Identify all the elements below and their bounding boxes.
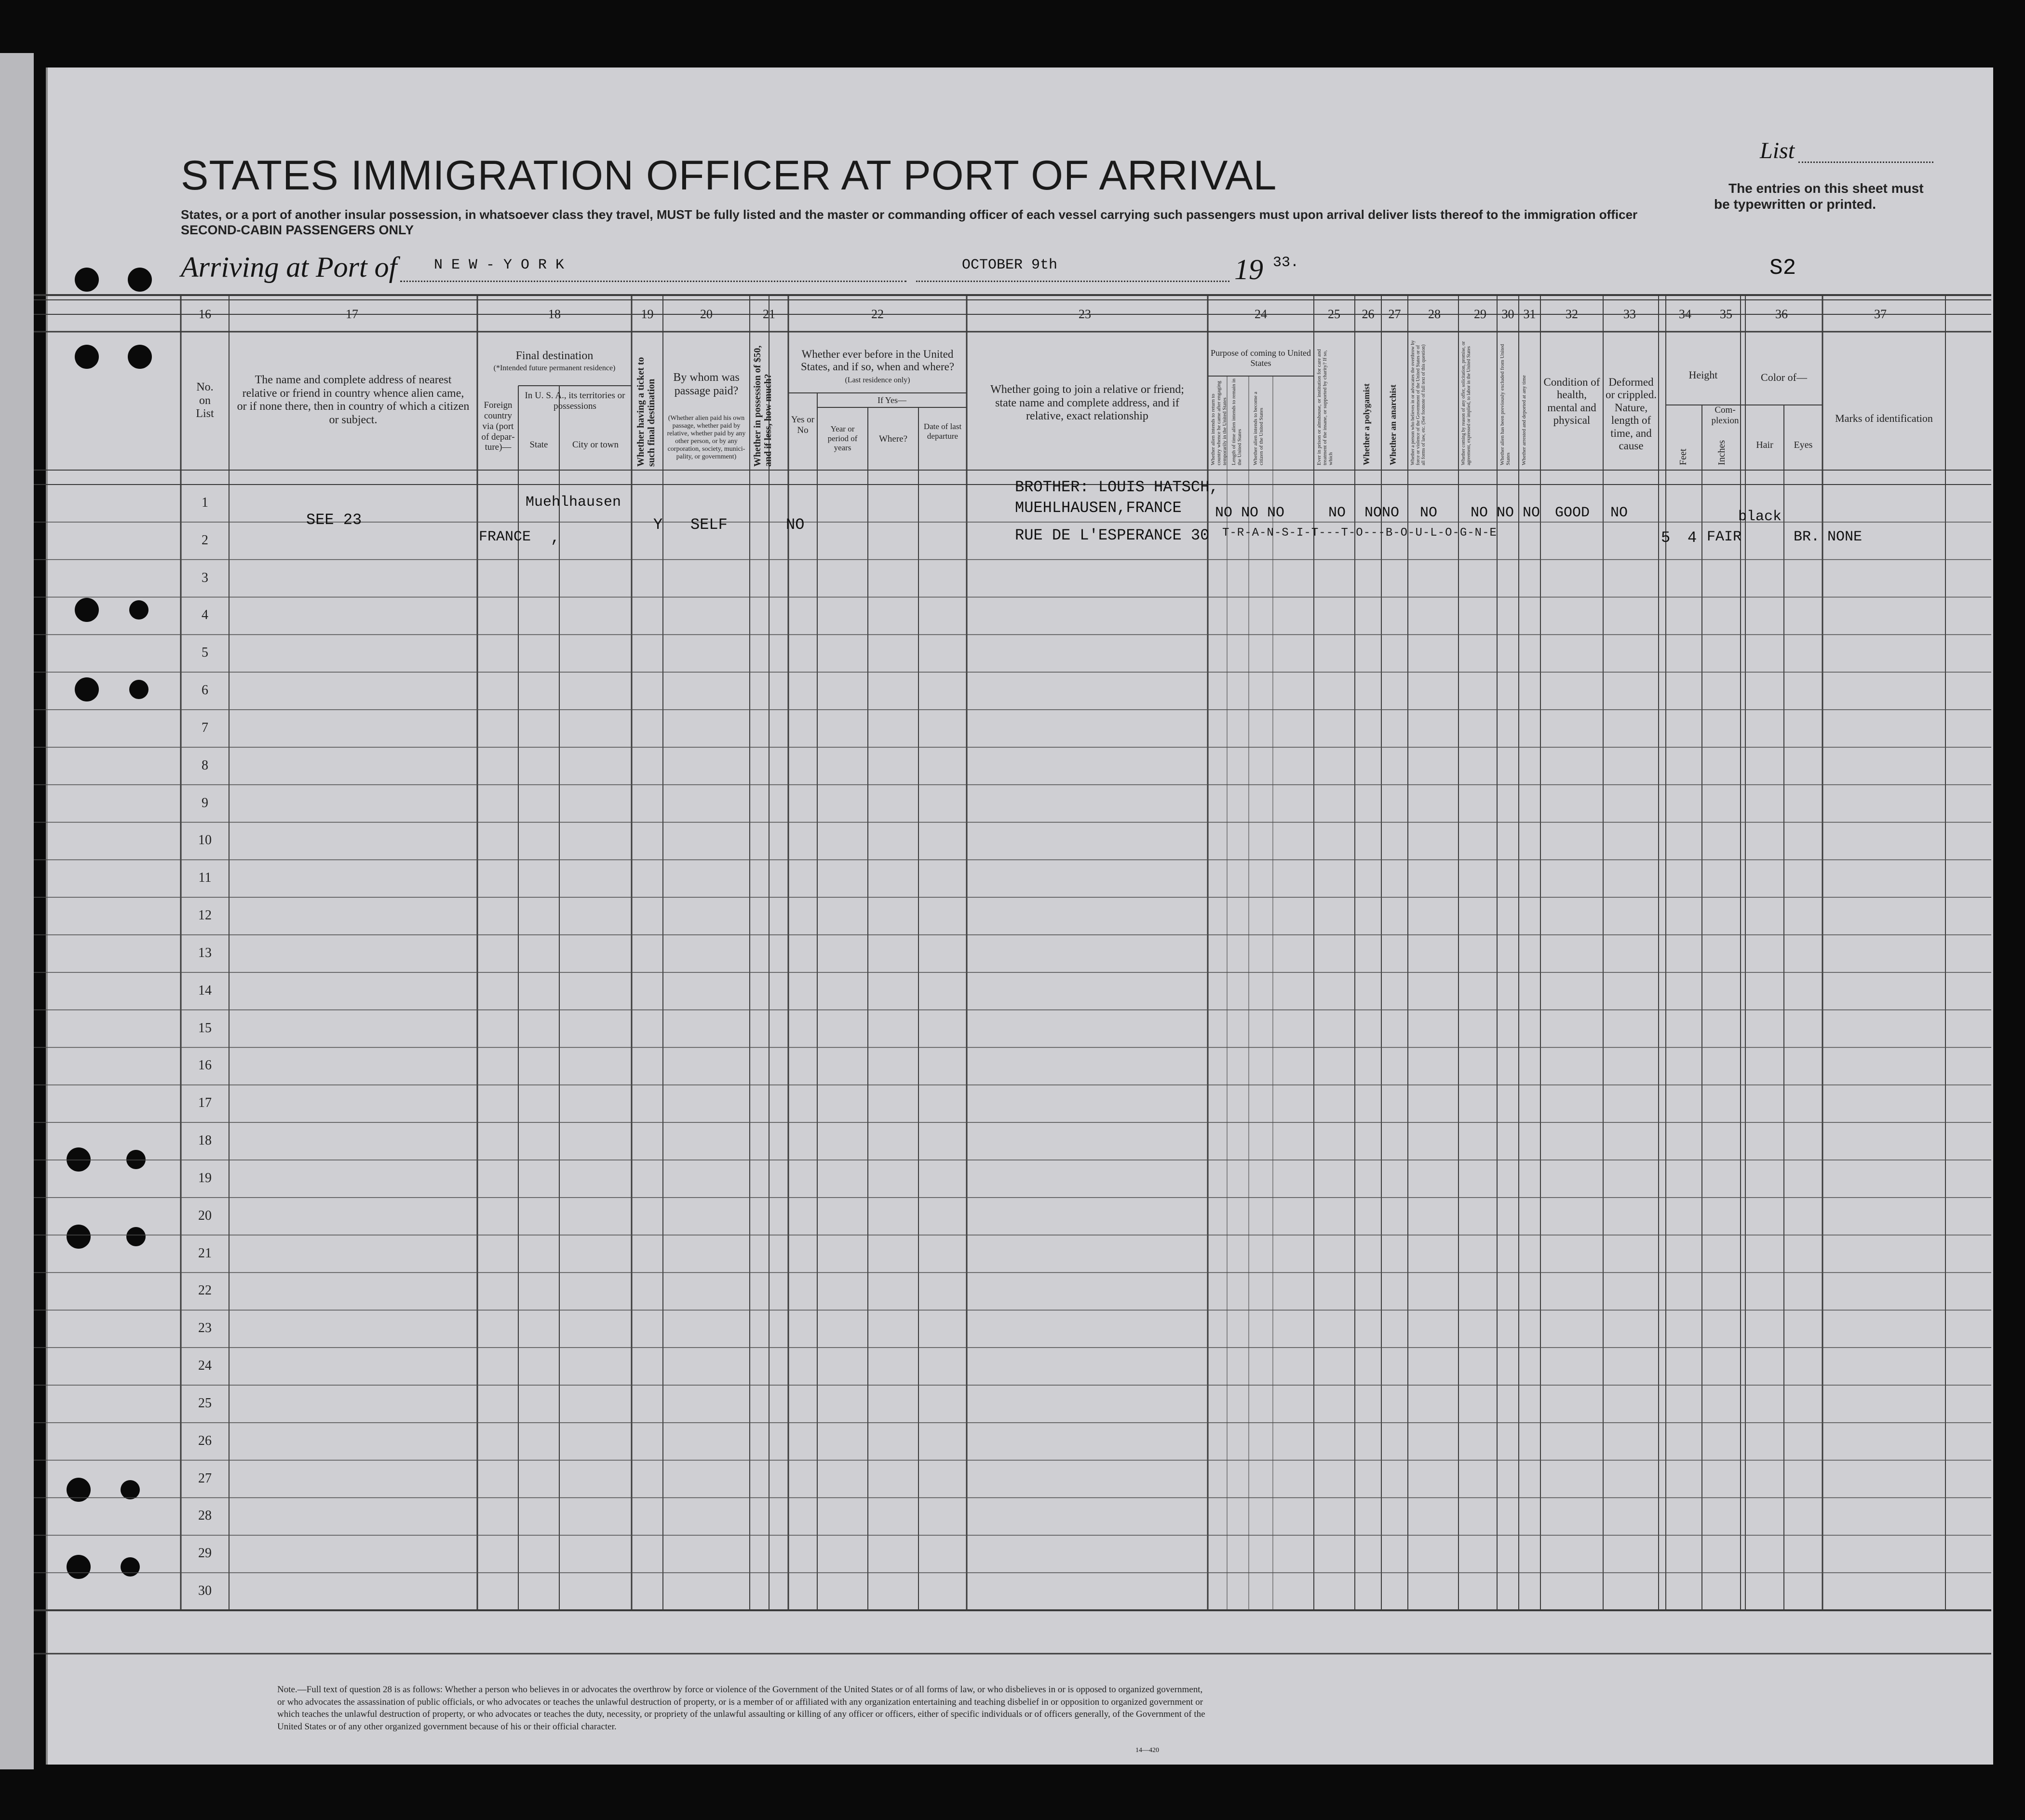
column-number: 16 xyxy=(199,307,211,321)
header-inches: Inches xyxy=(1716,440,1727,465)
prison-value: NO xyxy=(1328,505,1346,521)
header-color-of: Color of— xyxy=(1761,371,1807,383)
column-number: 25 xyxy=(1328,307,1340,321)
header-year-period: Year or period of years xyxy=(827,424,858,453)
column-number: 24 xyxy=(1255,307,1267,321)
ticket-value: Y xyxy=(653,516,663,534)
row-number: 14 xyxy=(198,983,212,998)
header-join-relative: Whether going to join a relative or friend; state name and complete address, and if relative, exact relationship xyxy=(990,383,1184,423)
header-labor-offer: Whether coming by reason of any offer, solicitation, promise, or agreement, expressed or implied, to labor in the United States xyxy=(1461,341,1472,465)
column-number: 21 xyxy=(763,307,775,321)
header-deformed: Deformed or crippled. Nature, length of time, and cause xyxy=(1605,376,1657,452)
row-number: 9 xyxy=(202,795,208,810)
column-number: 31 xyxy=(1523,307,1536,321)
header-height: Height xyxy=(1688,369,1718,381)
fifty-dollars-value: NO xyxy=(786,516,805,534)
row-number: 25 xyxy=(198,1395,212,1411)
header-if-yes: If Yes— xyxy=(877,395,906,405)
year-suffix: 33. xyxy=(1273,255,1299,271)
page-title: STATES IMMIGRATION OFFICER AT PORT OF ARRIVAL xyxy=(181,152,1277,199)
arriving-label: Arriving at Port of xyxy=(181,251,397,283)
column-number: 35 xyxy=(1720,307,1732,321)
row-number: 21 xyxy=(198,1245,212,1261)
row-number: 27 xyxy=(198,1470,212,1486)
city-comma: , xyxy=(551,529,560,547)
row-number: 19 xyxy=(198,1170,212,1186)
column-number: 37 xyxy=(1874,307,1887,321)
row-number: 6 xyxy=(202,683,208,698)
form-number: 14—420 xyxy=(1135,1747,1159,1754)
join-relative-line1: BROTHER: LOUIS HATSCH, xyxy=(1015,478,1219,496)
date-value: OCTOBER 9th xyxy=(962,257,1058,273)
header-previously-excluded: Whether alien has been previously excluded from United States xyxy=(1499,344,1512,465)
relative-address: SEE 23 xyxy=(306,511,362,529)
row-number: 1 xyxy=(202,495,208,510)
row-number: 5 xyxy=(202,645,208,661)
row-number: 15 xyxy=(198,1020,212,1036)
row-number: 30 xyxy=(198,1583,212,1599)
header-nearest-relative: The name and complete address of nearest relative or friend in country whence alien came, or if none there, then in country of which a citizen or subject. xyxy=(237,374,470,426)
list-label: List xyxy=(1760,138,1795,163)
overthrow-value: NO xyxy=(1420,505,1438,521)
port-value: N E W - Y O R K xyxy=(434,257,565,273)
header-return-intent: Whether alien intends to return to country whence he came after engaging temporarily in the United States xyxy=(1210,381,1228,465)
row-number: 8 xyxy=(202,757,208,773)
height-inches-value: 4 xyxy=(1688,529,1697,547)
header-where: Where? xyxy=(878,434,908,444)
row-number: 26 xyxy=(198,1433,212,1448)
column-number: 36 xyxy=(1775,307,1788,321)
row-number: 7 xyxy=(202,720,208,735)
column-number: 34 xyxy=(1679,307,1691,321)
row-number: 11 xyxy=(198,870,212,886)
row-number: 23 xyxy=(198,1321,212,1336)
column-number: 28 xyxy=(1428,307,1441,321)
row-number: 22 xyxy=(198,1283,212,1298)
foreign-country-value: FRANCE xyxy=(479,529,531,545)
year-prefix: 19 xyxy=(1234,254,1263,285)
complexion-value: FAIR xyxy=(1707,529,1742,545)
row-number: 2 xyxy=(202,532,208,548)
header-complexion: Complexion xyxy=(1711,405,1739,426)
header-no-on-list: No. on List xyxy=(196,381,214,420)
marks-value: NONE xyxy=(1827,529,1863,545)
column-number: 18 xyxy=(548,307,561,321)
sheet-number: S2 xyxy=(1769,256,1796,281)
eyes-value: BR. xyxy=(1794,529,1820,545)
row-number: 17 xyxy=(198,1095,212,1111)
row-number: 16 xyxy=(198,1058,212,1073)
row-number: 12 xyxy=(198,908,212,923)
column-number: 26 xyxy=(1362,307,1375,321)
health-value: GOOD xyxy=(1555,505,1590,521)
row-number: 20 xyxy=(198,1208,212,1223)
hair-value: black xyxy=(1738,509,1782,525)
header-final-destination: Final destination xyxy=(515,350,594,362)
row-number: 28 xyxy=(198,1508,212,1523)
header-class-line: SECOND-CABIN PASSENGERS ONLY xyxy=(181,223,414,237)
city-town-value: Muehlhausen xyxy=(526,494,621,511)
header-length-stay: Length of time alien intends to remain in the United States xyxy=(1231,378,1243,465)
column-number: 30 xyxy=(1501,307,1514,321)
header-fifty-dollars: Whether in possession of $50, and if less, how much? xyxy=(752,345,773,467)
column-number: 19 xyxy=(641,307,654,321)
column-number: 29 xyxy=(1474,307,1486,321)
header-in-usa: In U. S. A., its territories or possessions xyxy=(525,391,625,411)
header-date-departure: Date of last departure xyxy=(923,422,962,441)
header-become-citizen: Whether alien intends to become a citizen of the United States xyxy=(1253,391,1265,465)
row-number: 24 xyxy=(198,1358,212,1374)
header-state: State xyxy=(529,440,548,450)
height-feet-value: 5 xyxy=(1661,529,1671,547)
polygamist-anarchist-values: NONO xyxy=(1364,505,1400,521)
header-polygamist: Whether a polygamist xyxy=(1362,383,1371,465)
header-city-town: City or town xyxy=(572,440,619,450)
header-feet: Feet xyxy=(1678,448,1688,465)
entries-note-2: be typewritten or printed. xyxy=(1714,197,1876,212)
header-final-destination-sub: (*Intended future permanent residence) xyxy=(493,364,616,372)
header-anarchist: Whether an anarchist xyxy=(1388,384,1398,465)
row-number: 13 xyxy=(198,945,212,960)
column-number: 22 xyxy=(871,307,884,321)
header-subline: States, or a port of another insular possession, in whatsoever class they travel, MUST be fully listed and the master or commanding officer of each vessel carrying such passengers must upon arrival deliver lists thereof to the immigration officer xyxy=(181,207,1638,222)
header-ever-before: Whether ever before in the United States, and if so, when and where? xyxy=(800,348,955,373)
passage-paid-value: SELF xyxy=(690,516,728,534)
footnote-question-28: Note.—Full text of question 28 is as follows: Whether a person who believes in or advocates the overthrow by force or violence of the Government of the United States or of all forms of law, or who disbelieves in or is opposed to organized government, or who advocates the assassination of public officials, or who advocates or teaches the unlawful destruction of property, or is a member of or affiliated with any organization entertaining and teaching disbelief in or opposition to organized government or which teaches the unlawful destruction of property, or who advocates or teaches the duty, necessity, or propriety of the unlawful assaulting or killing of any officer or officers, either of specific individuals or of officers generally, of the Government of the United States or of any other organized government because of his or their official character. xyxy=(277,1685,1205,1732)
header-marks: Marks of identification xyxy=(1835,412,1933,424)
header-health: Condition of health, mental and physical xyxy=(1543,376,1600,427)
transit-note: T-R-A-N-S-I-T---T-O---B-O-U-L-O-G-N-E xyxy=(1222,526,1497,539)
row-number: 18 xyxy=(198,1133,212,1148)
row-number: 4 xyxy=(202,607,208,623)
header-prison-almshouse: Ever in prison or almshouse, or institution for care and treatment of the insane, or supported by charity? If so, which xyxy=(1316,349,1334,465)
header-purpose: Purpose of coming to United States xyxy=(1211,348,1311,368)
header-hair: Hair xyxy=(1756,440,1773,450)
row-number: 29 xyxy=(198,1546,212,1561)
header-passage-paid-sub: (Whether alien paid his own passage, whether paid by relative, whether paid by any other person, or by any corporation, society, municipality, or government) xyxy=(667,415,746,461)
column-number: 27 xyxy=(1388,307,1401,321)
row-number: 10 xyxy=(198,833,212,848)
column-number: 20 xyxy=(700,307,713,321)
join-relative-line3: RUE DE L'ESPERANCE 30 xyxy=(1015,526,1210,544)
column-number: 32 xyxy=(1566,307,1578,321)
header-passage-paid: By whom was passage paid? xyxy=(673,371,740,397)
column-number: 23 xyxy=(1079,307,1091,321)
header-ever-before-sub: (Last residence only) xyxy=(845,376,910,384)
header-eyes: Eyes xyxy=(1794,440,1813,450)
join-relative-line2: MUEHLHAUSEN,FRANCE xyxy=(1015,499,1182,517)
header-ticket: Whether having a ticket to such final destination xyxy=(635,357,657,467)
column-number: 33 xyxy=(1623,307,1636,321)
purpose-values: NO NO NO xyxy=(1215,505,1285,521)
deformed-value: NO xyxy=(1610,505,1628,521)
header-foreign-country: Foreign country via (port of departure)— xyxy=(481,400,515,453)
labor-excluded-deported-values: NO NO NO xyxy=(1471,505,1540,521)
column-number: 17 xyxy=(346,307,358,321)
row-number: 3 xyxy=(202,570,208,585)
header-overthrow: Whether a person who believes in or advocates the overthrow by force or violence of the Government of the United States or of all forms of law, etc. (See footnote of full text of this question) xyxy=(1410,340,1426,465)
header-arrested-deported: Whether arrested and deported at any time xyxy=(1521,375,1527,465)
entries-note: The entries on this sheet must xyxy=(1728,181,1924,196)
header-yes-no: Yes or No xyxy=(791,415,815,435)
